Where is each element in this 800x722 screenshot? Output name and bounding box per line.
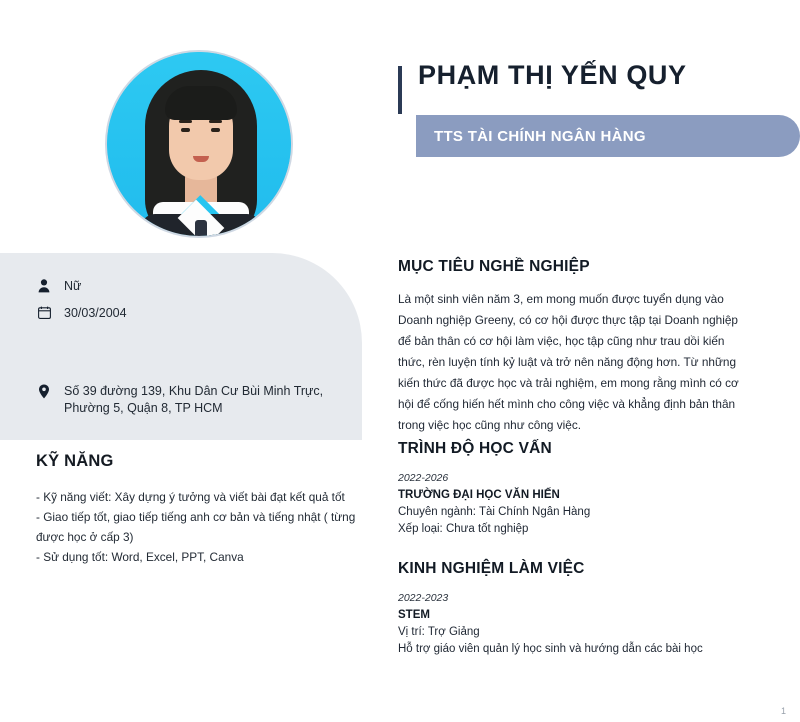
experience-period: 2022-2023 (398, 592, 449, 604)
contact-dob-value: 30/03/2004 (64, 306, 127, 320)
contact-address-value: Số 39 đường 139, Khu Dân Cư Bùi Minh Trực, Phường 5, Quận 8, TP HCM (64, 384, 324, 415)
objective-heading: MỤC TIÊU NGHỀ NGHIỆP (398, 258, 590, 275)
experience-position: Vị trí: Trợ Giảng (398, 626, 480, 638)
location-pin-icon (36, 383, 52, 399)
experience-description: Hỗ trợ giáo viên quản lý học sinh và hướng dẫn các bài học (398, 643, 703, 655)
education-period: 2022-2026 (398, 472, 449, 484)
experience-section (398, 560, 754, 655)
photo-tie (195, 220, 207, 236)
photo-brow-right (209, 120, 222, 123)
education-heading: TRÌNH ĐỘ HỌC VẤN (398, 440, 552, 457)
contact-gender-row (36, 278, 81, 295)
photo-image (107, 52, 291, 236)
contact-panel (0, 253, 362, 440)
calendar-icon (36, 305, 52, 319)
name-accent-bar (398, 66, 402, 114)
photo-eye-right (211, 128, 220, 132)
objective-body: Là một sinh viên năm 3, em mong muốn được tuyển dụng vào Doanh nghiệp Greeny, có cơ hội được thực tập tại Doanh nghiệp để bản thân có cơ hội làm việc, học tập cũng như trau dồi kiến thức, rèn luyện tính kỷ luật và trở nên năng động hơn. Từ những kiến thức đã được học và trải nghiệm, em mong rằng mình có cơ hội để cống hiến hết mình cho công việc và khẳng định bản thân trong việc học cũng như công việc. (398, 292, 739, 432)
page-number: 1 (780, 706, 786, 716)
education-major: Chuyên ngành: Tài Chính Ngân Hàng (398, 506, 591, 518)
education-school: TRƯỜNG ĐẠI HỌC VĂN HIẾN (398, 489, 560, 501)
objective-section (398, 258, 754, 436)
left-column (0, 0, 362, 722)
contact-dob-row (36, 305, 127, 322)
job-title-text: TTS TÀI CHÍNH NGÂN HÀNG (434, 127, 646, 145)
candidate-name: PHẠM THỊ YẾN QUY (418, 60, 687, 90)
skill-item: - Kỹ năng viết: Xây dựng ý tưởng và viết bài đạt kết quả tốt (36, 490, 345, 504)
education-section (398, 440, 754, 535)
experience-company: STEM (398, 609, 430, 621)
person-icon (36, 278, 52, 293)
skills-section (36, 452, 356, 567)
education-classification: Xếp loại: Chưa tốt nghiệp (398, 523, 529, 535)
skills-heading: KỸ NĂNG (36, 452, 114, 470)
contact-gender-value: Nữ (64, 279, 82, 293)
photo-eye-left (181, 128, 190, 132)
skill-item: - Sử dụng tốt: Word, Excel, PPT, Canva (36, 550, 244, 564)
skill-item: - Giao tiếp tốt, giao tiếp tiếng anh cơ bản và tiếng nhật ( từng được học ở cấp 3) (36, 510, 356, 544)
right-column (398, 0, 800, 722)
photo-brow-left (179, 120, 192, 123)
job-title-banner (416, 115, 800, 157)
experience-heading: KINH NGHIỆM LÀM VIỆC (398, 560, 585, 577)
contact-address-row (36, 383, 336, 417)
profile-photo (105, 50, 293, 238)
photo-fringe (165, 86, 237, 120)
